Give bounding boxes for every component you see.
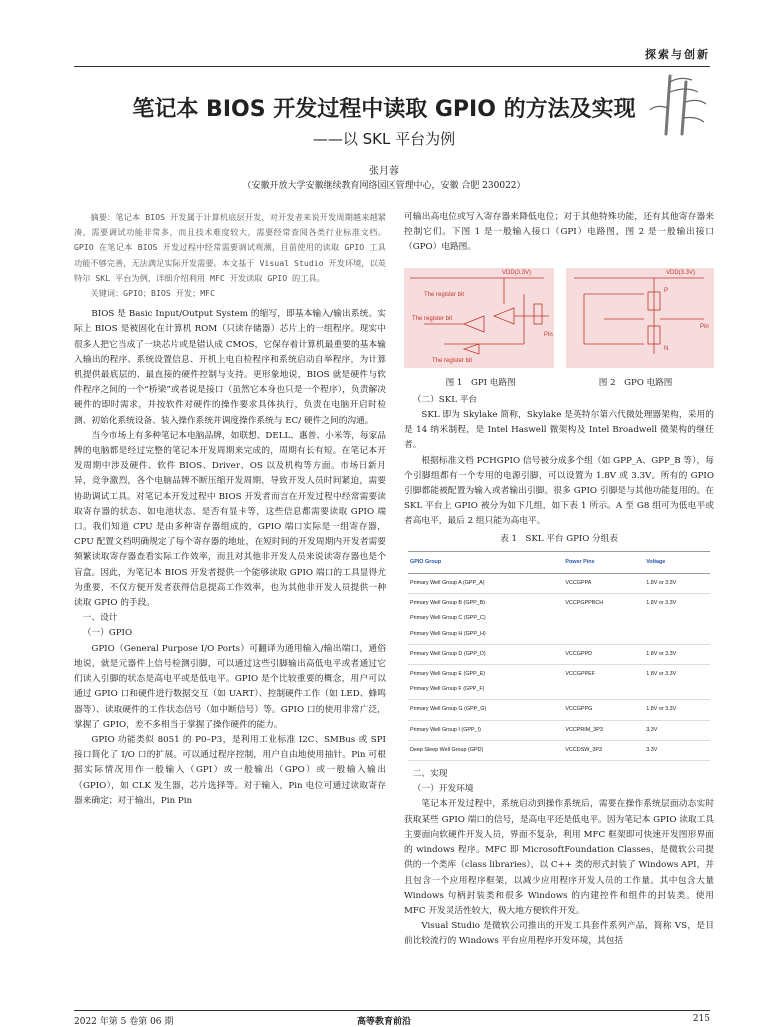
skl-paragraph-2: 根据标准文档 PCHGPIO 信号被分成多个组（如 GPP_A、GPP_B 等），每个引脚组都有一个专用的电源引脚，可以设置为 1.8V 或 3.3V。所有的 GPIO 引脚都能被配置为输入或者输出引脚。很多 GPIO 引脚是与其他功能复用的。在 SKL 平台上 GPIO 被分为如下几组，如下表 1 所示。A 至 G8 组可为低电平或者高电平，最后 2 组只能为高电平。 (404, 455, 714, 527)
page-number: 215 (692, 1014, 710, 1024)
gpi-vdd-label: VDD(3.3V) (502, 269, 532, 276)
table-row (408, 594, 710, 645)
gpo-diagram-bg (566, 268, 714, 368)
table-row (408, 720, 710, 740)
env-paragraph-2: Visual Studio 是微软公司推出的开发工具套件系列产品，简称 VS，是目前比较流行的 Windows 平台应用程序开发环境，其包括 (404, 921, 714, 947)
gpi-register-label-1: The register bit (424, 291, 465, 298)
table-row (408, 644, 710, 664)
table-row (408, 740, 710, 760)
table-cell: 3.3V (644, 720, 710, 740)
section-tag: 探索与创新 (645, 48, 710, 61)
gpi-register-label-3: The register bit (432, 357, 473, 364)
gpio-group-table (408, 551, 710, 761)
circuit-diagrams (404, 264, 714, 372)
author: 张月蓉 (369, 166, 399, 177)
gpo-vdd-label: VDD(3.3V) (666, 269, 696, 276)
env-paragraph-1: 笔记本开发过程中，系统启动到操作系统后，需要在操作系统层面动态实时获取某些 GPIO 端口的信号，是高电平还是低电平。因为笔记本 GPIO 读取工具主要面向软硬件开发人员，界面不复杂，利用 MFC 框架即可快速开发图形界面的 windows 程序。MFC 即 MicrosoftFoundation Classes，是微软公司提供的一个类库（class libraries），以 C++ 类的形式封装了 Windows API，并且包含一个应用程序框架，以减少应用程序开发人员的工作量。其中包含大量 Windows 句柄封装类和很多 Windows 的内建控件和组件的封装类。使用 MFC 开发灵活性较大，极大地方便软件开发。 (404, 799, 714, 916)
skl-paragraph-1: SKL 即为 Skylake 简称，Skylake 是英特尔第六代微处理器架构，采用的是 14 纳米制程，是 Intel Haswell 微架构及 Intel Broadwell 微架构的继任者。 (404, 410, 714, 451)
table-cell: 1.8V or 3.3V (644, 665, 710, 700)
table-cell: Deep Sleep Well Group (GPD) (408, 740, 563, 760)
section-heading-implementation: 二、实现 (412, 769, 448, 780)
table-header-row (408, 551, 710, 573)
keywords: 关键词：GPIO；BIOS 开发；MFC (90, 288, 216, 299)
circuit-figure (404, 264, 714, 372)
figure-captions (404, 376, 714, 391)
subsection-heading-gpio: （一）GPIO (82, 628, 133, 639)
paper-subtitle: ——以 SKL 平台为例 (312, 130, 456, 148)
table-header-cell: GPIO Group (408, 551, 563, 573)
table-header-cell: Voltage (644, 551, 710, 573)
gpi-register-label-2: The register bit (412, 315, 453, 322)
table-cell: Primary Well Group G (GPP_G) (408, 700, 563, 720)
figure-2-caption: 图 2 GPO 电路图 (598, 377, 673, 388)
table-cell: VCCPGPPBCH (563, 594, 644, 645)
table-header-cell: Power Pins (563, 551, 644, 573)
table-cell: VCCPRIM_3P3 (563, 720, 644, 740)
table-cell: Primary Well Group A (GPP_A) (408, 574, 563, 594)
gpo-pin-label: Pin (700, 323, 709, 330)
table-body (408, 574, 710, 761)
table-cell: VCCGPPEF (563, 665, 644, 700)
abstract-block (74, 210, 386, 301)
right-intro-paragraph: 可输出高电位或写入寄存器来降低电位；对于其他特殊功能，还有其他寄存器来控制它们。下图 1 是一般输入接口（GPI）电路图，图 2 是一般输出接口（GPO）电路图。 (404, 212, 714, 253)
subsection-heading-environment: （一）开发环境 (412, 784, 474, 795)
intro-paragraph-1: BIOS 是 Basic Input/Output System 的缩写，即基本输入/输出系统。实际上 BIOS 是被固化在计算机 ROM（只读存储器）芯片上的一组程序。现实中很多人把它当成了一块芯片或是错认成 CMOS，它保存着计算机最重要的基本输入输出的程序、系统设置信息、开机上电自检程序和系统启动自举程序，为计算机提供最底层的、最直接的硬件控制与支持。更形象地说，BIOS 就是硬件与软件程序之间的一个“桥梁”或者说是接口（虽然它本身也只是一个程序），负责解决硬件的即时需求，并按软件对硬件的操作要求具体执行，负责在电脑开启时检测、初始化系统设备、装入操作系统并调度操作系统与 EC/ 硬件之间的沟通。 (74, 309, 386, 426)
table-cell: 1.8V or 3.3V (644, 644, 710, 664)
right-column (404, 210, 714, 950)
table-cell: VCCGPPG (563, 700, 644, 720)
footer-rule (74, 1010, 710, 1011)
gpo-n-label: N (664, 345, 669, 352)
table-cell: 1.8V or 3.3V (644, 594, 710, 645)
gpi-pin-label: Pin (544, 331, 553, 338)
table-cell: VCCGPPA (563, 574, 644, 594)
intro-paragraph-2: 当今市场上有多种笔记本电脑品牌，如联想、DELL、惠普、小米等，每家品牌的电脑都是经过完整的笔记本开发周期来完成的，周期有长有短。在笔记本开发周期中涉及硬件、软件 BIOS、Driver、OS 以及机构等方面。市场日新月异，竞争激烈，各个电脑品牌不断压缩开发周期，导致开发人员时间紧迫，需要协助调试工具。对笔记本开发过程中 BIOS 开发者而言在开发过程中经常需要读取寄存器的状态、如电池状态、是否有显卡等，这些信息都需要读取 GPIO 端口。我们知道 CPU 是由多种寄存器组成的，GPIO 端口实际是一组寄存器，CPU 配置文档明确规定了每个寄存器的地址，在短时间的开发周期内开发者需要频繁读取寄存器查看实际工作效率，而且对其他非开发人员来说读寄存器也是个盲盒。因此，为笔记本 BIOS 开发者提供一个能够读取 GPIO 端口的工具显得尤为重要，不仅方便开发者获得信息提高工作效率，也为其他非开发人员提供一种读取 GPIO 的手段。 (74, 430, 386, 609)
header-rule (74, 66, 710, 67)
table-cell: Primary Well Group I (GPP_I) (408, 720, 563, 740)
paper-title: 笔记本 BIOS 开发过程中读取 GPIO 的方法及实现 (132, 97, 636, 122)
journal-name: 高等教育前沿 (356, 1017, 411, 1027)
section-heading-design: 一、设计 (82, 613, 118, 624)
table-cell: Primary Well Group B (GPP_B) Primary Well Group C (GPP_C) Primary Well Group H (GPP_H) (408, 594, 563, 645)
table-cell: VCCDSW_3P3 (563, 740, 644, 760)
table-row (408, 665, 710, 700)
subsection-heading-skl: （二）SKL 平台 (412, 394, 478, 405)
table-cell: 1.8V or 3.3V (644, 574, 710, 594)
gpio-paragraph-1: GPIO（General Purpose I/O Ports）可翻译为通用输入/输出端口，通俗地说，就是元器件上信号检测引脚，可以通过这些引脚输出高低电平或者通过它们读入引脚的状态是高电平或是低电平。GPIO 是个比较重要的概念，用户可以通过 GPIO 口和硬件进行数据交互（如 UART）、控制硬件工作（如 LED、蜂鸣器等）、读取硬件的工作状态信号（如中断信号）等。GPIO 口的使用非常广泛，掌握了 GPIO，差不多相当于掌握了操作硬件的能力。 (74, 643, 386, 730)
table-row (408, 700, 710, 720)
table-cell: 3.3V (644, 740, 710, 760)
table-cell: Primary Well Group E (GPP_E) Primary Well Group F (GPP_F) (408, 665, 563, 700)
table-row (408, 574, 710, 594)
abstract: 摘要：笔记本 BIOS 开发属于计算机底层开发，对开发者来说开发周期越来越紧凑，需要调试功能非常多，而且技术难度较大，需要经常查阅各类行业标准文档。GPIO 在笔记本 BIOS 开发过程中经常需要调试观测，目前使用的读取 GPIO 工具功能不够完善，无法满足实际开发需要。本文基于 Visual Studio 开发环境，以英特尔 SKL 平台为例，详细介绍利用 MFC 开发读取 GPIO 的工具。 (74, 212, 386, 283)
gpio-paragraph-2: GPIO 功能类似 8051 的 P0–P3，是利用工业标准 I2C、SMBus 或 SPI 接口简化了 I/O 口的扩展。可以通过程序控制，用户自由地使用抽针。Pin 可根据实际情况用作一般输入（GPI）或一般输出（GPO）或一般输入输出（GPIO），如 CLK 发生器，芯片选择等。对于输入，Pin 电位可通过读取寄存器来确定；对于输出，Pin Pin (74, 734, 386, 806)
left-column (74, 210, 386, 809)
table-cell: VCCGPPD (563, 644, 644, 664)
affiliation: （安徽开放大学安徽继续教育网络园区管理中心，安徽 合肥 230022） (242, 181, 526, 191)
journal-issue: 2022 年第 5 卷第 06 期 (74, 1017, 174, 1027)
figure-1-caption: 图 1 GPI 电路图 (445, 377, 516, 388)
gpo-p-label: P (664, 287, 669, 294)
table-cell: 1.8V or 3.3V (644, 700, 710, 720)
table-caption: 表 1 SKL 平台 GPIO 分组表 (500, 533, 618, 544)
table-cell: Primary Well Group D (GPP_D) (408, 644, 563, 664)
